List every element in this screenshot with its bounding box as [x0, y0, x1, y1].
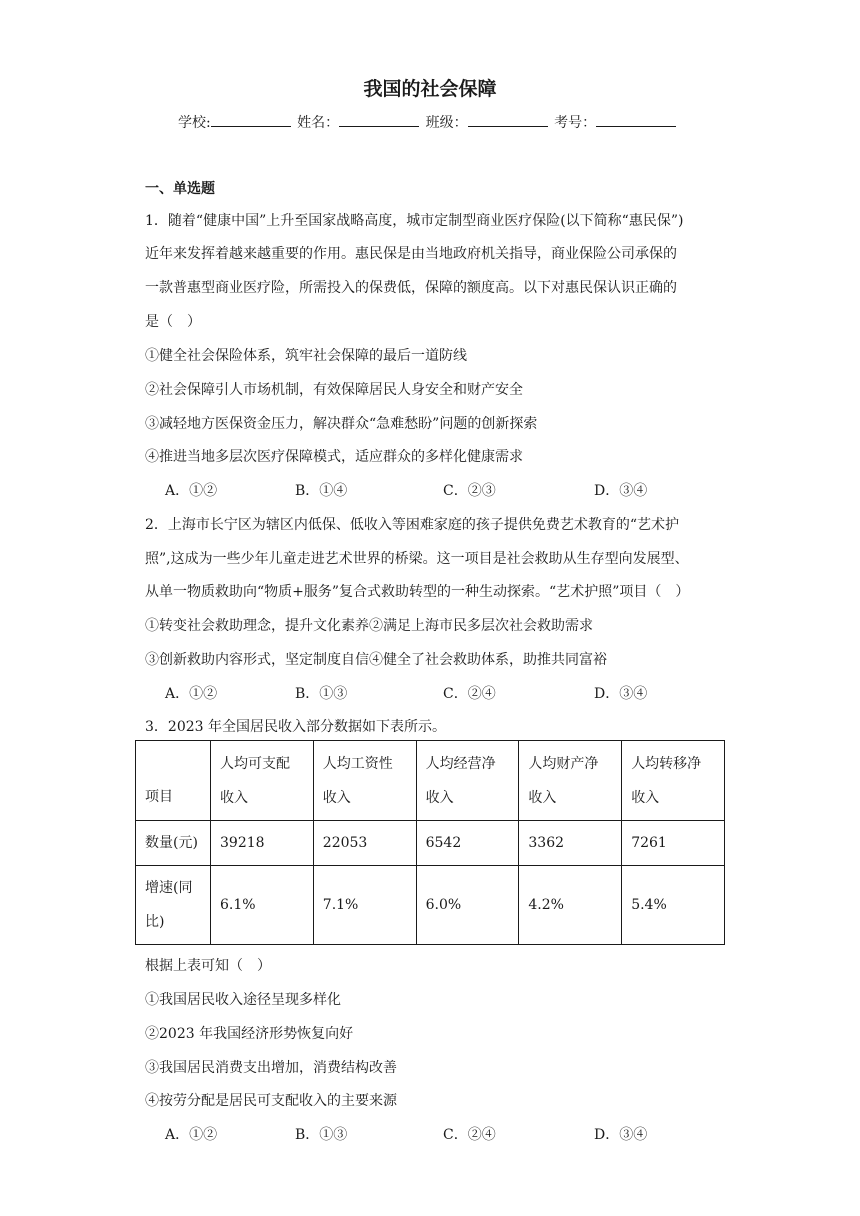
- header-line: 人均转移净: [631, 755, 702, 772]
- header-line: 人均经营净: [425, 755, 496, 772]
- class-label: 班级：: [425, 115, 468, 131]
- row-label-line: 增速(同: [145, 880, 193, 896]
- table-row-label: 数量(元): [136, 821, 211, 866]
- q2-statement: ①转变社会救助理念，提升文化素养②满足上海市民多层次社会救助需求: [145, 618, 593, 634]
- header-line: 收入: [220, 789, 248, 806]
- q3-option-b[interactable]: B．①③: [295, 1127, 348, 1143]
- table-cell: 6.1%: [211, 866, 314, 945]
- q1-option-a[interactable]: A．①②: [165, 483, 218, 499]
- table-row: [136, 821, 725, 866]
- q3-option-c[interactable]: C．②④: [443, 1127, 496, 1143]
- exam-no-blank[interactable]: [596, 113, 676, 127]
- q3-line: 根据上表可知（ ）: [145, 958, 271, 974]
- q1-option-b[interactable]: B．①④: [295, 483, 348, 499]
- header-line: 收入: [322, 789, 351, 806]
- q3-intro: 3．2023 年全国居民收入部分数据如下表所示。: [145, 719, 446, 735]
- table-header-cell: [519, 741, 622, 821]
- school-blank[interactable]: [211, 113, 291, 127]
- q2-line: 从单一物质救助向“物质+服务”复合式救助转型的一种生动探索。“艺术护照”项目（ ）: [145, 584, 690, 600]
- table-cell: 6542: [416, 821, 519, 866]
- name-blank[interactable]: [339, 113, 419, 127]
- table-cell: 3362: [519, 821, 622, 866]
- income-table: [135, 740, 725, 945]
- table-header-cell: [211, 741, 314, 821]
- table-header-cell: [313, 741, 416, 821]
- q1-line: 是（ ）: [145, 314, 201, 330]
- table-cell: 7.1%: [313, 866, 416, 945]
- q3-statement: ④按劳分配是居民可支配收入的主要来源: [145, 1093, 397, 1109]
- header-line: 人均财产净: [528, 755, 599, 772]
- header-line: 收入: [425, 789, 454, 806]
- q1-statement: ①健全社会保险体系，筑牢社会保障的最后一道防线: [145, 348, 467, 364]
- q1-statement: ②社会保障引人市场机制，有效保障居民人身安全和财产安全: [145, 382, 523, 398]
- section-heading: 一、单选题: [145, 181, 215, 197]
- class-blank[interactable]: [468, 113, 548, 127]
- q3-option-a[interactable]: A．①②: [165, 1127, 218, 1143]
- q2-line: 2．上海市长宁区为辖区内低保、低收入等困难家庭的孩子提供免费艺术教育的“艺术护: [145, 517, 680, 533]
- table-row: [136, 866, 725, 945]
- table-cell: 5.4%: [622, 866, 725, 945]
- header-line: 人均工资性: [322, 755, 393, 772]
- row-label-line: 比): [145, 914, 165, 930]
- table-header-cell: [622, 741, 725, 821]
- table-cell: 7261: [622, 821, 725, 866]
- q3-option-d[interactable]: D．③④: [594, 1127, 648, 1143]
- header-line: 人均可支配: [220, 755, 290, 772]
- q2-option-d[interactable]: D．③④: [594, 686, 648, 702]
- q1-option-d[interactable]: D．③④: [594, 483, 648, 499]
- table-header-label: [136, 741, 211, 821]
- table-header-label-text: 项目: [145, 789, 173, 805]
- q2-option-b[interactable]: B．①③: [295, 686, 348, 702]
- q2-line: 照”,这成为一些少年儿童走进艺术世界的桥梁。这一项目是社会救助从生存型向发展型、: [145, 551, 689, 567]
- school-label: 学校:: [178, 115, 211, 131]
- table-header-row: [136, 741, 725, 821]
- q1-option-c[interactable]: C．②③: [443, 483, 496, 499]
- header-line: 收入: [528, 789, 557, 806]
- page-title: 我国的社会保障: [363, 78, 497, 100]
- q1-statement: ③减轻地方医保资金压力，解决群众“急难愁盼”问题的创新探索: [145, 416, 538, 432]
- name-label: 姓名：: [297, 115, 340, 131]
- q2-option-c[interactable]: C．②④: [443, 686, 496, 702]
- table-cell: 39218: [211, 821, 314, 866]
- q2-option-a[interactable]: A．①②: [165, 686, 218, 702]
- table-cell: 6.0%: [416, 866, 519, 945]
- table-cell: 22053: [313, 821, 416, 866]
- q2-statement: ③创新救助内容形式，坚定制度自信④健全了社会救助体系，助推共同富裕: [145, 652, 607, 668]
- student-info-row: [178, 112, 678, 132]
- table-row-label: [136, 866, 211, 945]
- q3-statement: ③我国居民消费支出增加，消费结构改善: [145, 1060, 397, 1076]
- exam-no-label: 考号：: [554, 115, 597, 131]
- table-cell: 4.2%: [519, 866, 622, 945]
- q1-statement: ④推进当地多层次医疗保障模式，适应群众的多样化健康需求: [145, 449, 523, 465]
- q1-line: 一款普惠型商业医疗险，所需投入的保费低，保障的额度高。以下对惠民保认识正确的: [145, 280, 677, 296]
- q1-line: 近年来发挥着越来越重要的作用。惠民保是由当地政府机关指导，商业保险公司承保的: [145, 246, 677, 262]
- header-line: 收入: [631, 789, 660, 806]
- q3-statement: ①我国居民收入途径呈现多样化: [145, 992, 341, 1008]
- q3-statement: ②2023 年我国经济形势恢复向好: [145, 1026, 354, 1042]
- table-header-cell: [416, 741, 519, 821]
- q1-line: 1．随着“健康中国”上升至国家战略高度，城市定制型商业医疗保险(以下简称“惠民保”): [145, 213, 684, 229]
